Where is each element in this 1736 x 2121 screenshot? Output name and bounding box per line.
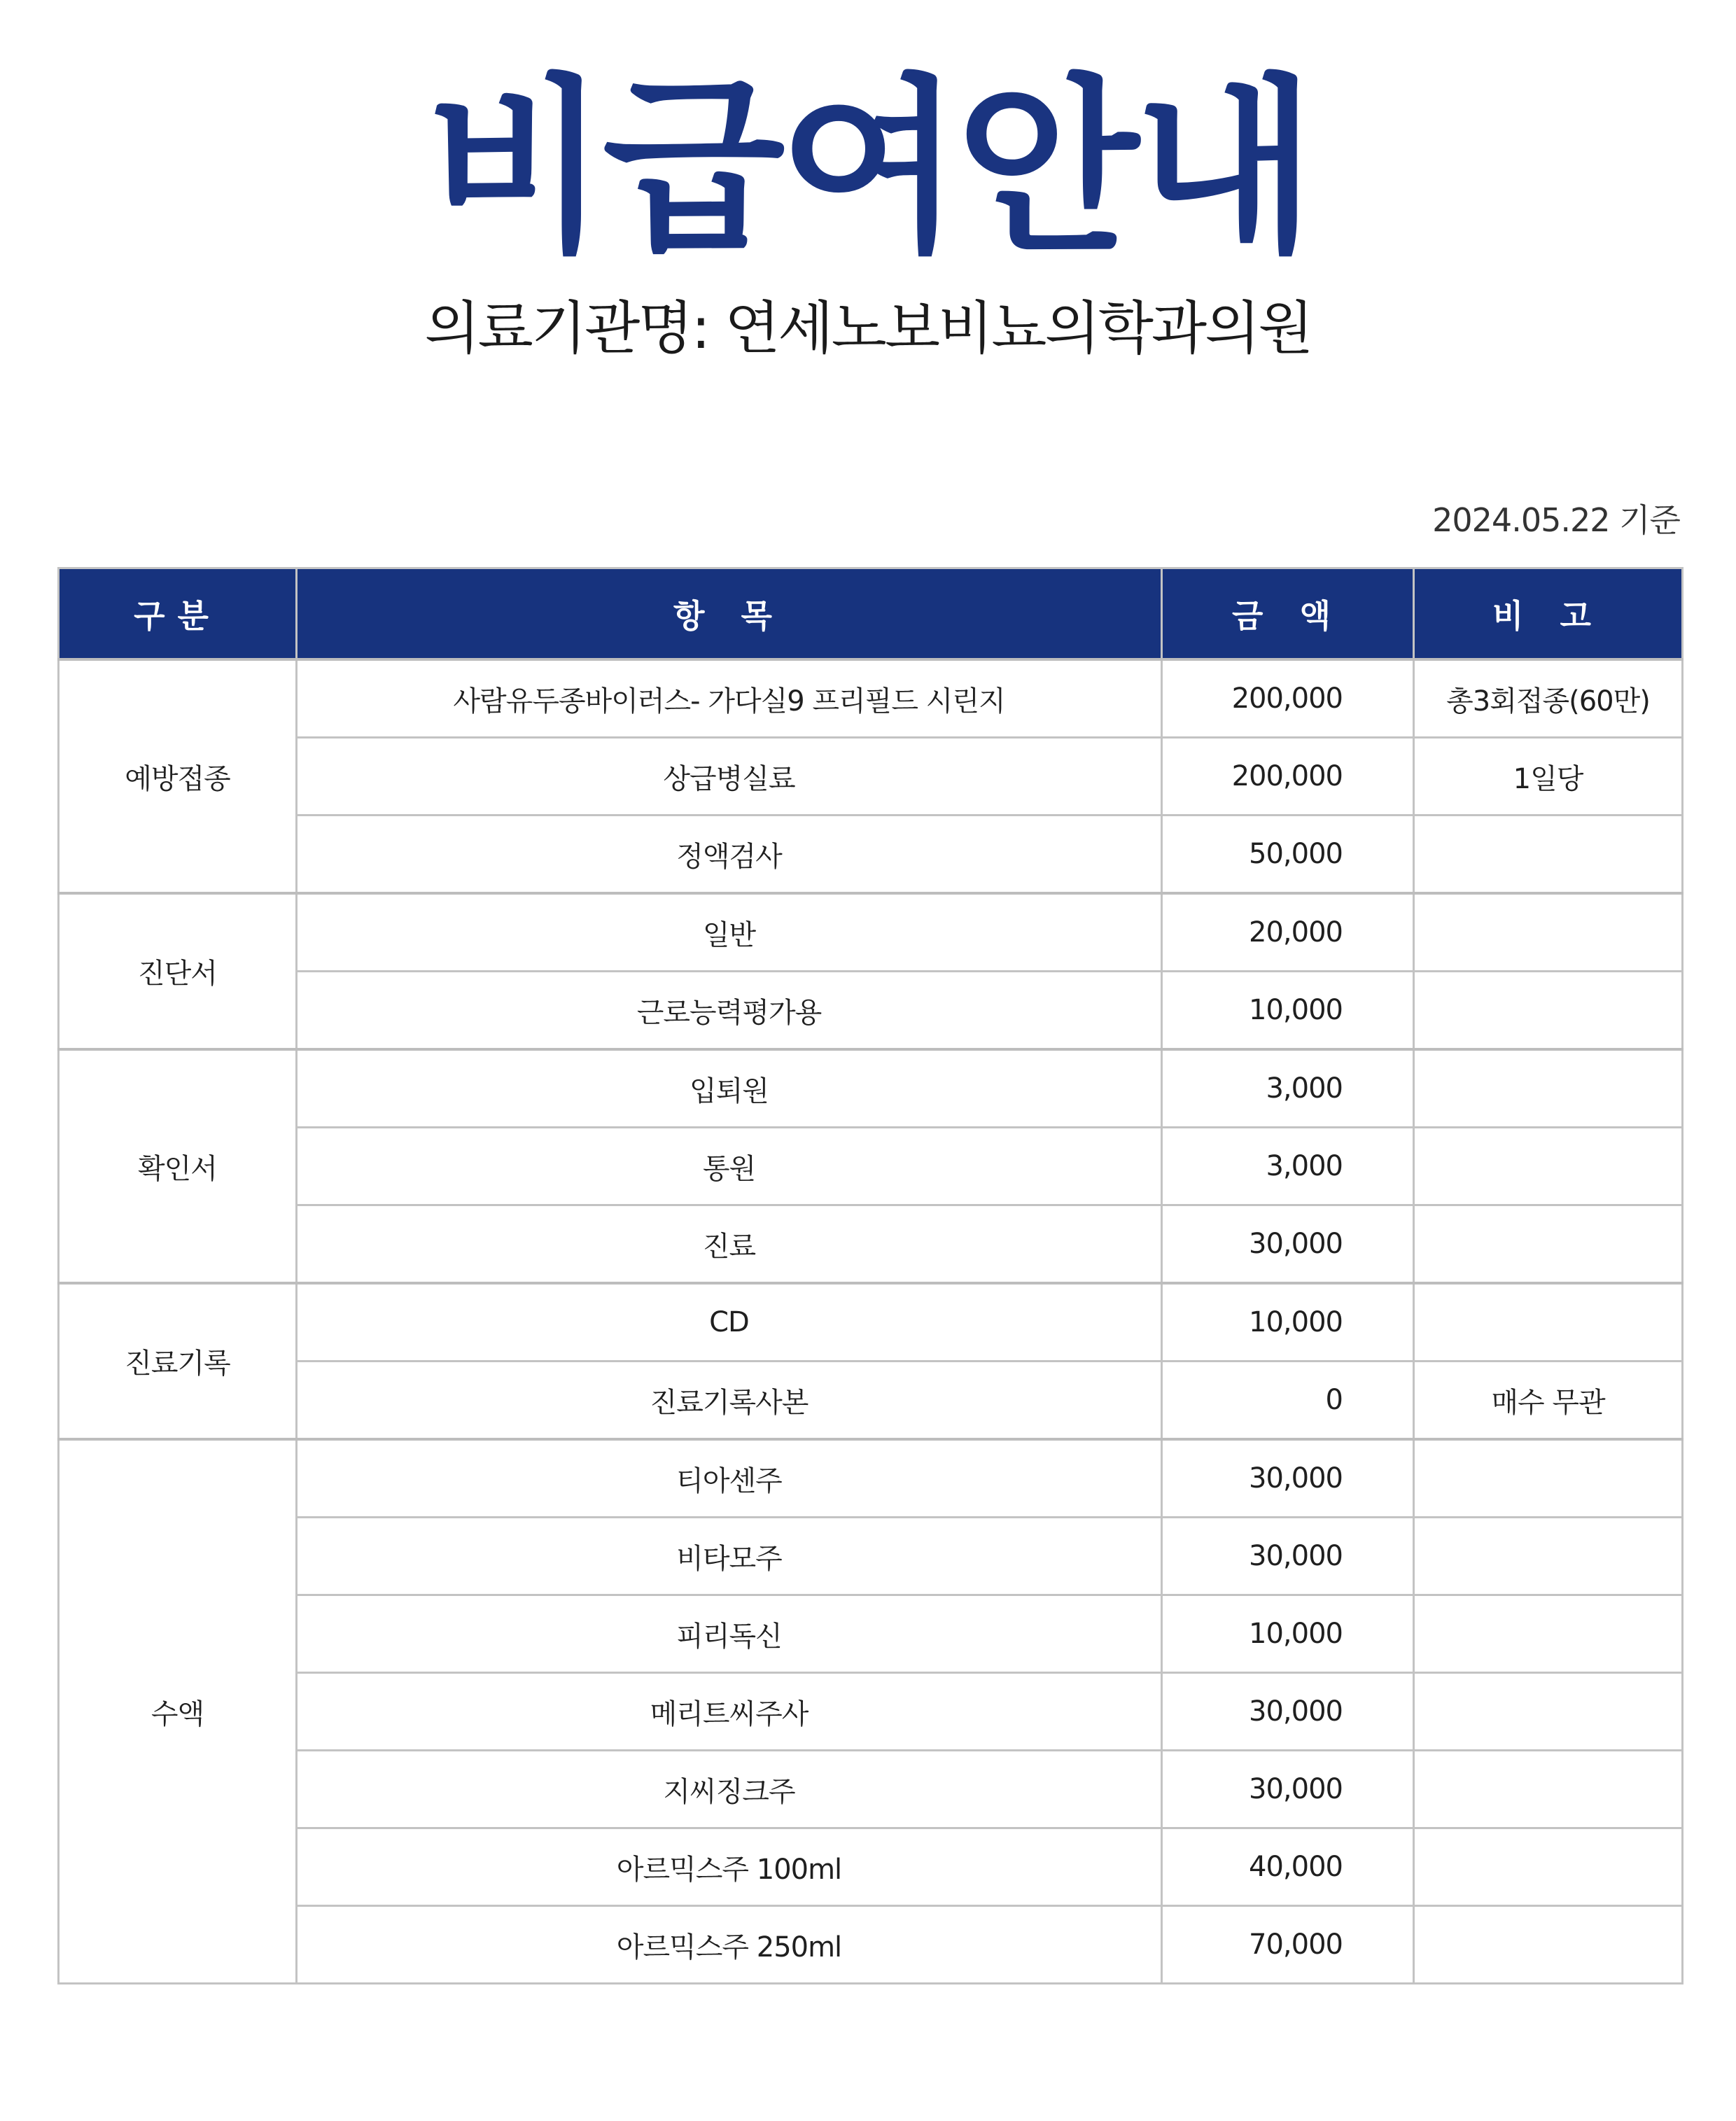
amount-cell: 3,000 — [1162, 1128, 1414, 1205]
fee-table-header — [59, 568, 1683, 660]
amount-cell: 40,000 — [1162, 1828, 1414, 1906]
amount-cell: 10,000 — [1162, 972, 1414, 1050]
column-header-note: 비 고 — [1414, 568, 1683, 660]
amount-cell: 0 — [1162, 1362, 1414, 1440]
note-cell — [1414, 1439, 1683, 1518]
column-header-category: 구분 — [59, 568, 297, 660]
note-cell — [1414, 1673, 1683, 1751]
item-cell: 사람유두종바이러스- 가다실9 프리필드 시린지 — [297, 659, 1162, 738]
item-cell: 메리트씨주사 — [297, 1673, 1162, 1751]
table-row — [59, 738, 1683, 816]
item-cell: 비타모주 — [297, 1518, 1162, 1595]
item-cell: 통원 — [297, 1128, 1162, 1205]
table-row — [59, 1283, 1683, 1362]
note-cell — [1414, 1049, 1683, 1128]
note-cell: 총3회접종(60만) — [1414, 659, 1683, 738]
item-cell: 지씨징크주 — [297, 1751, 1162, 1828]
note-cell — [1414, 1283, 1683, 1362]
table-row — [59, 659, 1683, 738]
amount-cell: 10,000 — [1162, 1283, 1414, 1362]
column-header-item: 항 목 — [297, 568, 1162, 660]
table-row — [59, 1362, 1683, 1440]
fee-table-body — [59, 659, 1683, 1984]
note-cell — [1414, 972, 1683, 1050]
institution-name: 의료기관명: 연세노보비뇨의학과의원 — [424, 295, 1312, 362]
table-row — [59, 1751, 1683, 1828]
item-cell: 정액검사 — [297, 816, 1162, 894]
table-row — [59, 1049, 1683, 1128]
note-cell: 1일당 — [1414, 738, 1683, 816]
amount-cell: 70,000 — [1162, 1906, 1414, 1984]
item-cell: 입퇴원 — [297, 1049, 1162, 1128]
table-row — [59, 1128, 1683, 1205]
item-cell: 근로능력평가용 — [297, 972, 1162, 1050]
table-row — [59, 972, 1683, 1050]
table-row — [59, 1828, 1683, 1906]
amount-cell: 30,000 — [1162, 1673, 1414, 1751]
amount-cell: 10,000 — [1162, 1595, 1414, 1673]
category-cell: 예방접종 — [59, 659, 297, 893]
note-cell — [1414, 1128, 1683, 1205]
note-cell: 매수 무관 — [1414, 1362, 1683, 1440]
note-cell — [1414, 893, 1683, 972]
table-row — [59, 1518, 1683, 1595]
note-cell — [1414, 1828, 1683, 1906]
amount-cell: 30,000 — [1162, 1751, 1414, 1828]
amount-cell: 30,000 — [1162, 1518, 1414, 1595]
item-cell: CD — [297, 1283, 1162, 1362]
note-cell — [1414, 1595, 1683, 1673]
note-cell — [1414, 1518, 1683, 1595]
amount-cell: 20,000 — [1162, 893, 1414, 972]
header-row — [59, 568, 1683, 660]
amount-cell: 3,000 — [1162, 1049, 1414, 1128]
item-cell: 진료 — [297, 1205, 1162, 1284]
item-cell: 상급병실료 — [297, 738, 1162, 816]
note-cell — [1414, 1205, 1683, 1284]
amount-cell: 200,000 — [1162, 738, 1414, 816]
category-cell: 수액 — [59, 1439, 297, 1984]
table-row — [59, 1439, 1683, 1518]
item-cell: 티아센주 — [297, 1439, 1162, 1518]
amount-cell: 200,000 — [1162, 659, 1414, 738]
fee-table — [57, 567, 1684, 1984]
table-row — [59, 1205, 1683, 1284]
item-cell: 진료기록사본 — [297, 1362, 1162, 1440]
table-row — [59, 893, 1683, 972]
note-cell — [1414, 816, 1683, 894]
amount-cell: 30,000 — [1162, 1439, 1414, 1518]
note-cell — [1414, 1751, 1683, 1828]
category-cell: 확인서 — [59, 1049, 297, 1283]
amount-cell: 50,000 — [1162, 816, 1414, 894]
amount-cell: 30,000 — [1162, 1205, 1414, 1284]
column-header-amount: 금 액 — [1162, 568, 1414, 660]
table-row — [59, 1906, 1683, 1984]
item-cell: 아르믹스주 100ml — [297, 1828, 1162, 1906]
category-cell: 진단서 — [59, 893, 297, 1049]
table-row — [59, 816, 1683, 894]
note-cell — [1414, 1906, 1683, 1984]
item-cell: 피리독신 — [297, 1595, 1162, 1673]
item-cell: 아르믹스주 250ml — [297, 1906, 1162, 1984]
page-title: 비급여안내 — [425, 57, 1311, 278]
table-row — [59, 1595, 1683, 1673]
category-cell: 진료기록 — [59, 1283, 297, 1439]
item-cell: 일반 — [297, 893, 1162, 972]
basis-date: 2024.05.22 기준 — [1432, 501, 1680, 539]
table-row — [59, 1673, 1683, 1751]
